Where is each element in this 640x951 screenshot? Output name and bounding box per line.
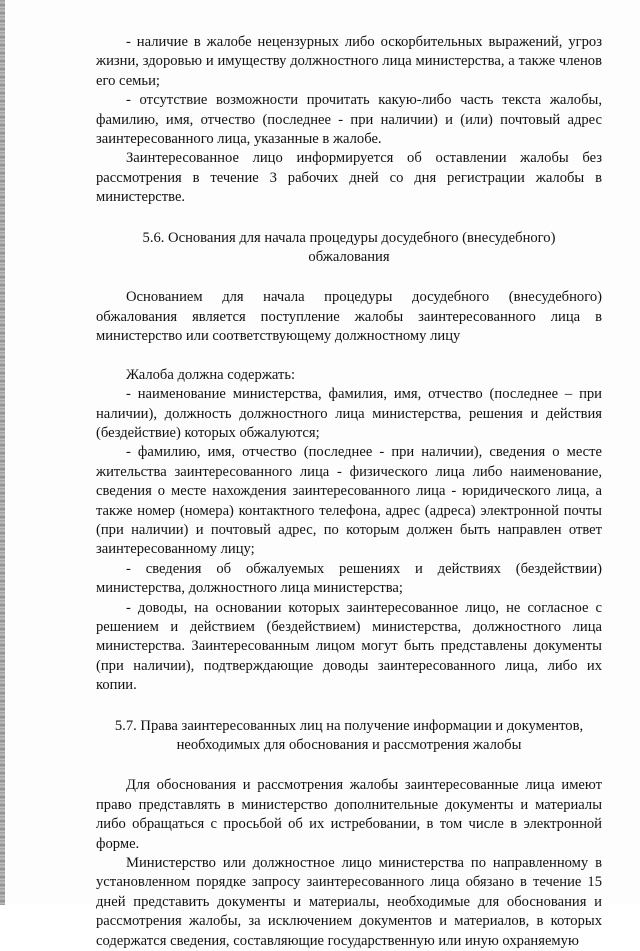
section-heading-5-6: 5.6. Основания для начала процедуры досудебного (внесудебного) обжалования [142,229,556,266]
list-item-appealed-decisions: - сведения об обжалуемых решениях и действиях (бездействии) министерства, должностного лица министерства; [96,560,602,597]
list-item-ministry-name: - наименование министерства, фамилия, имя, отчество (последнее – при наличии), должность должностного лица министерства, решения и действия (бездействие) которых обжалуются; [96,386,602,441]
paragraph-obscene-language: - наличие в жалобе нецензурных либо оскорбительных выражений, угроз жизни, здоровью и имуществу должностного лица министерства, а также членов его семьи; [96,34,602,89]
paragraph-additional-documents: Для обоснования и рассмотрения жалобы заинтересованные лица имеют право представлять в министерство дополнительные документы и материалы либо обращаться с просьбой об их истребовании, в том числе в электронной форме. [96,777,602,852]
list-item-applicant-details: - фамилию, имя, отчество (последнее - при наличии), сведения о месте жительства заинтересованного лица - физического лица либо наименование, сведения о месте нахождения заинтересованного лица - юридического лица, а также номер (номера) контактного телефона, адрес (адреса) электронной почты (при наличии) и почтовый адрес, по которым должен быть направлен ответ заинтересованному лицу; [96,444,602,558]
paragraph-notification: Заинтересованное лицо информируется об оставлении жалобы без рассмотрения в течение 3 рабочих дней со дня регистрации жалобы в министерстве. [96,150,602,206]
document-body [96,33,602,951]
paragraph-complaint-contents-intro: Жалоба должна содержать: [126,366,296,383]
paragraph-ministry-obligation: Министерство или должностное лицо министерства по направленному в установленном порядке запросу заинтересованного лица обязано в течение 15 дней представить документы и материалы, необходимые для обоснования и рассмотрения жалобы, за исключением документов и материалов, в которых содержатся сведения, составляющие государственную или иную охраняемую [96,855,602,949]
list-item-arguments: - доводы, на основании которых заинтересованное лицо, не согласное с решением и действием (бездействием) министерства, должностного лица министерства. Заинтересованным лицом могут быть представлены документы (при наличии), подтверждающие доводы заинтересованного лица, либо их копии. [96,599,602,694]
paragraph-appeal-basis: Основанием для начала процедуры досудебного (внесудебного) обжалования является поступление жалобы заинтересованного лица в министерство или соответствующему должностному лицу [96,289,602,345]
scan-edge-shadow [0,0,5,905]
paragraph-unreadable-text: - отсутствие возможности прочитать какую-либо часть текста жалобы, фамилию, имя, отчество (последнее - при наличии) и (или) почтовый адрес заинтересованного лица, указанные в жалобе. [96,92,602,148]
section-heading-5-7: 5.7. Права заинтересованных лиц на получение информации и документов, необходимых для обоснования и рассмотрения жалобы [114,717,584,753]
